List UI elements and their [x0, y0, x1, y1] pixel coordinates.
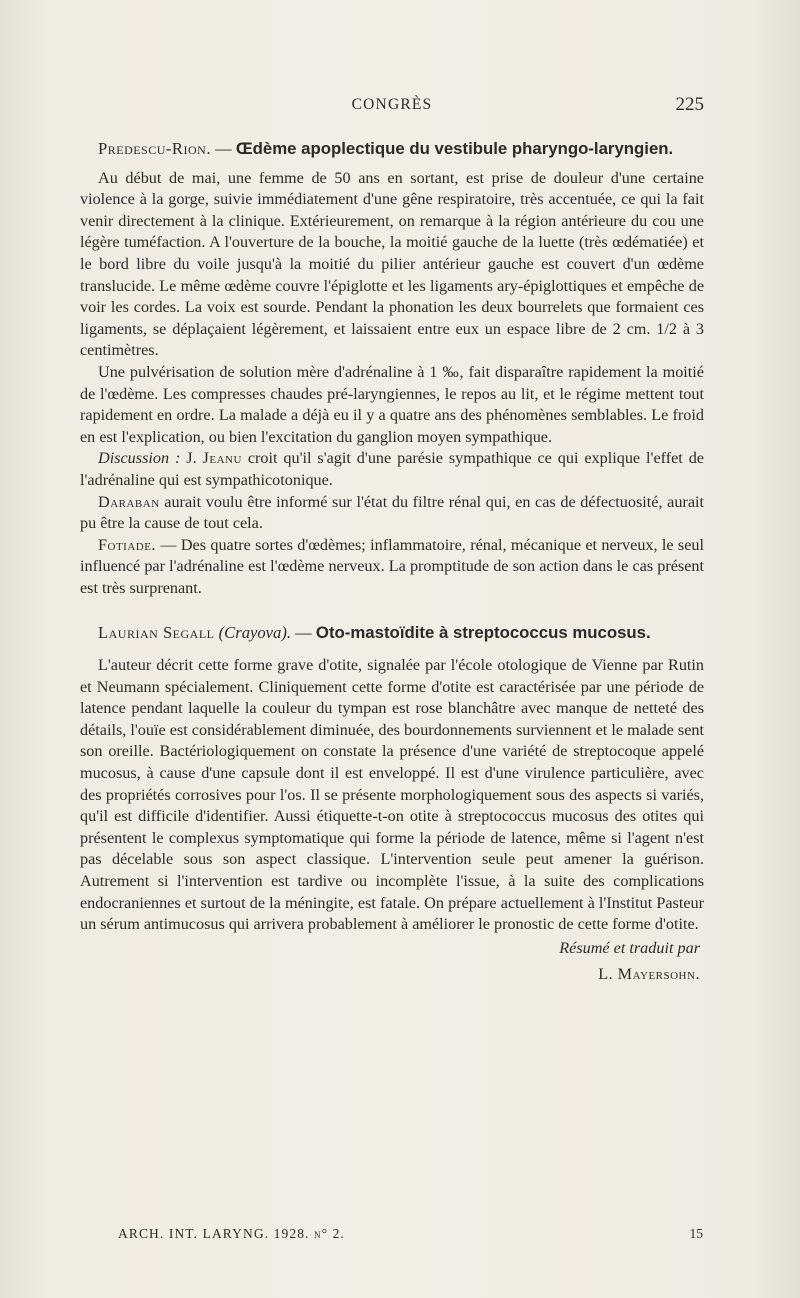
- paragraph: L'auteur décrit cette forme grave d'otite, signalée par l'école otologique de Vienne par Rutin et Neumann spécialement. Cliniquement cette forme d'otite est caractérisée par une période de latence pendant laquelle la couleur du tympan est rose blanchâtre avec manque de netteté des détails, l'ouïe est considérablement diminuée, des bourdonnements surviennent et le malade sent son oreille. Bactériologiquement on constate la présence d'une variété de streptocoque appelé mucosus, à cause d'une capsule dont il est enveloppé. Il est d'une virulence particulière, avec des propriétés corrosives pour l'os. Il se présente morphologiquement sous des aspects si variés, qu'il est difficile d'identifier. Aussi étiquette-t-on otite à streptococcus mucosus des otites qui présentent le complexus symptomatique qui forme la période de latence, même si l'agent n'est pas décelable sous son aspect classique. L'intervention seule peut amener la guérison. Autrement si l'intervention est tardive ou incomplète l'issue, à la suite des complications endocraniennes et surtout de la méningite, est fatale. On prépare actuellement à l'Institut Pasteur un sérum antimucosus qui arrivera probablement à améliorer le pronostic de cette forme d'otite.: [80, 656, 704, 934]
- article-location: (Crayova).: [218, 623, 292, 643]
- article-author: Predescu-Rion.: [98, 139, 211, 158]
- discussant-name: Daraban: [98, 492, 160, 511]
- running-title: CONGRÈS: [351, 96, 433, 113]
- discussion-paragraph: [80, 535, 704, 600]
- page-number: 225: [675, 94, 704, 115]
- article-heading: [80, 138, 704, 160]
- journal-reference: ARCH. INT. LARYNG. 1928. n° 2.: [118, 1226, 345, 1241]
- discussion-text: aurait voulu être informé sur l'état du filtre rénal qui, en cas de défectuosité, aurait pu être la cause de tout cela.: [80, 492, 704, 533]
- running-header: [80, 96, 704, 120]
- article-title: Œdème apoplectique du vestibule pharyngo-laryngien.: [235, 139, 674, 158]
- paragraph: Une pulvérisation de solution mère d'adrénaline à 1 ‰, fait disparaître rapidement la moitié de l'œdème. Les compresses chaudes pré-laryngiennes, le repos au lit, et le régime mettent tout rapidement en ordre. La malade a déjà eu il y a quatre ans des phénomènes semblables. Le froid en est l'explication, ou bien l'excitation du ganglion moyen sympathique.: [80, 362, 704, 446]
- body-text: [80, 138, 704, 986]
- discussant-initial: J.: [180, 449, 203, 468]
- discussion-paragraph: [80, 492, 704, 535]
- discussion-text: — Des quatre sortes d'œdèmes; inflammatoire, rénal, mécanique et nerveux, le seul influencé par l'adrénaline est l'œdème nerveux. La promptitude de son action dans le cas présent est très surprenant.: [80, 535, 704, 597]
- page-footer: [118, 1226, 703, 1246]
- article-heading: [80, 622, 704, 644]
- signature-line: Résumé et traduit par: [559, 938, 700, 957]
- article-author: Laurian Segall: [98, 623, 215, 643]
- signature-name: L. Mayersohn.: [598, 965, 700, 984]
- discussant-name: Jeanu: [202, 449, 242, 468]
- heading-dash: —: [291, 623, 316, 643]
- section-gap: [80, 599, 704, 622]
- signature-number: 15: [689, 1226, 703, 1241]
- discussant-name: Fotiade.: [98, 535, 156, 554]
- discussion-text: croit qu'il s'agit d'une parésie sympathique ce qui explique l'effet de l'adrénaline qui est sympathicotonique.: [80, 449, 704, 489]
- heading-dash: —: [210, 139, 236, 158]
- article-title: Oto-mastoïdite à streptococcus mucosus.: [315, 623, 651, 643]
- discussion-paragraph: [80, 448, 704, 491]
- discussion-label: Discussion :: [98, 449, 181, 468]
- paragraph: Au début de mai, une femme de 50 ans en sortant, est prise de douleur d'une certaine violence à la gorge, suivie immédiatement d'une gêne respiratoire, très accentuée, ce qui la fait venir directement à la clinique. Extérieurement, on remarque à la région antérieure du cou une légère tuméfaction. A l'ouverture de la bouche, la moitié gauche de la luette (très œdématiée) et le bord libre du voile jusqu'à la moitié du pilier antérieur gauche est couvert d'un œdème translucide. Le même œdème couvre l'épiglotte et les ligaments ary-épiglottiques et empêche de voir les cordes. La voix est sourde. Pendant la phonation les deux bourrelets que formaient ces ligaments, se déplaçaient légèrement, et laissaient entre eux un espace libre de 2 cm. 1/2 à 3 centimètres.: [80, 168, 704, 360]
